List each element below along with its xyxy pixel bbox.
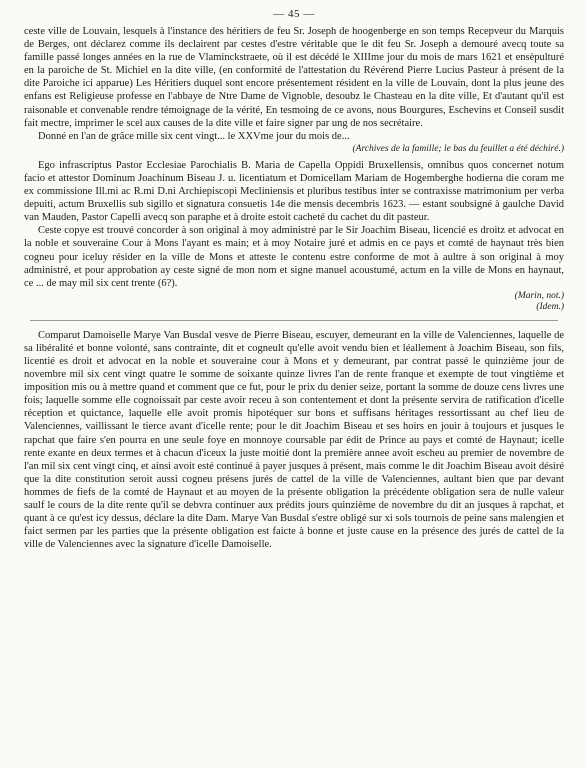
source-note-idem: (Idem.)	[536, 301, 564, 312]
notarial-copy-paragraph: Ceste copye est trouvé concorder à son original à moy administré par le Sir Joachim Biseau, licencié es droitz et advocat en la noble et souveraine Cour à Mons l'ayant es main; et à moy Notaire juré et admis en ce pays et comté de haynaut très bien cogneu pour iceluy résider en la ville de Mons et atteste le contenu estre conforme de mot à aultre à son original à moy administré, et pour approbation ay ceste signé de mon nom et signe manuel acoustumé, actum en la ville de Mons en haynaut, ce ... de may mil six cent trente (6?).	[24, 225, 564, 289]
attestation-paragraph: ceste ville de Louvain, lesquels à l'instance des héritiers de feu Sr. Joseph de hoogenberge en son temps Recepveur du Marquis de Berges, ont déclarez comme ils declairent par cestes d'estre véritable que le dit feu Sr. Joseph a demouré avecq toute sa famille passé longes années en la rue de Vlaminckstraete, où il est décédé le XIIIme jour du mois de mars 1621 et ensèpulturé en la paroiche de St. Michiel en la dite ville, (en conformité de l'attestation du Révérend Pierre Lucius Pasteur à présent de la dite Paroiche ici apparue) Les Héritiers duquel sont encore présentement résident en la ville de Louvain, dont la plus jeune des enfans est Religieuse professe en l'abbaye de Ntre Dame de Vignoble, desoubz le Chasteau en la dite ville, Et d'autant qu'il est raisonable et convenable rendre témoignage de la vérité, En tesmoing de ce avons, nous Bourgures, Eschevins et Conseil susdit fait mectre, imprimer le scel aux causes de la dite ville et faire signer par ung de nos secrétaire.	[24, 26, 564, 129]
dating-line: Donné en l'an de grâce mille six cent vingt... le XXVme jour du mois de...	[38, 130, 350, 142]
source-note: (Archives de la famille; le bas du feuillet a été déchiré.)	[352, 143, 564, 154]
notary-attribution: (Marin, not.)	[514, 290, 564, 301]
contract-paragraph: Comparut Damoiselle Marye Van Busdal vesve de Pierre Biseau, escuyer, demeurant en la ville de Valenciennes, laquelle de sa libéralité et bonne volonté, sans contrainte, dit et cogneult qu'elle avoit vendu bien et léallement à Joachim Biseau, son fils, licentié es droit et advocat en la noble et souveraine cour à Mons et y demeurant, par contrat passé le quinzième jour de novembre mil six cent vingt quatre le somme de soixante quinze livres l'an de rente franque et exempte de tout vingtième et imposition mis ou à mettre quand et comment que ce fut, pour le prix du denier seize, portant la somme de douze cens livres une fois; laquelle somme elle cognoissait par ceste avoir receu à son contentement et dont la présente servira de ratification d'icelle réception et quictance, laquelle elle avoit promis hipotéquer sur bons et suffisans héritages ressortissant au chef lieu de Valenciennes, vaillissant le tierce avant d'icelle rente; pour le dit Joachim Biseau et ses hoirs en jouir à toujours et jusques le rapchat que faire s'en pourra en une seule foye en monnoye coursable par édit de Prince au pays et comté de Haynaut; icelle rente exante en deux termes et à chacun d'iceux la juste moitié dont la première annee avoit escheu au premier de novembre de l'an mil six cent vingt cinq, et ainsi avoit esté continué à payer jusques à présent, mais comme le dit Joachim Biseau avoit désiré que la dite constitution seroit aussi cogneu présens jurés de cattel de la ville de Valenciennes, aultant bien que par devant hommes de fiefs de la comté de Haynaut et au moyen de la présente obligation la précédente obligation sera de nulle valeur saulf le cours de la dite rente qu'il se debvra continuer aux prédits jours quinzième de novembre du dit an jusques à rapchat, et quant à ce qu'est icy dessus, déclare la dite Dam. Marye Van Busdal s'estre obligé sur xi sols tournois de peine sans malengien et faict sermen par les parties que la présente obligation est faicte à bonne et juste cause en la présence des jurés de cattel de la ville de Valenciennes avec la signature d'icelle Damoiselle.	[24, 329, 565, 551]
page-number: — 45 —	[273, 8, 315, 20]
latin-certificate: Ego infrascriptus Pastor Ecclesiae Parochialis B. Maria de Capella Oppidi Bruxellensis, omnibus quos concernet notum facio et attestor Dominum Joachinum Biseau J. u. licentiatum et Domicellam Mariam de Hogemberghe hodierna die coram me ex commissione Ill.mi ac R.mi D.ni Archiepiscopi Mecliniensis et pluribus testibus inter se contraxisse matrimonium per verba depuiti, actum Bruxellis sub sigillo et signatura consuetis 14e die mensis decembris 1623. — estant soubsigné à gaulche David van Mauden, Pastor Capelli avecq son paraphe et à droite estoit cacheté du cachet du dit pasteur.	[24, 159, 564, 224]
section-divider	[30, 320, 558, 321]
